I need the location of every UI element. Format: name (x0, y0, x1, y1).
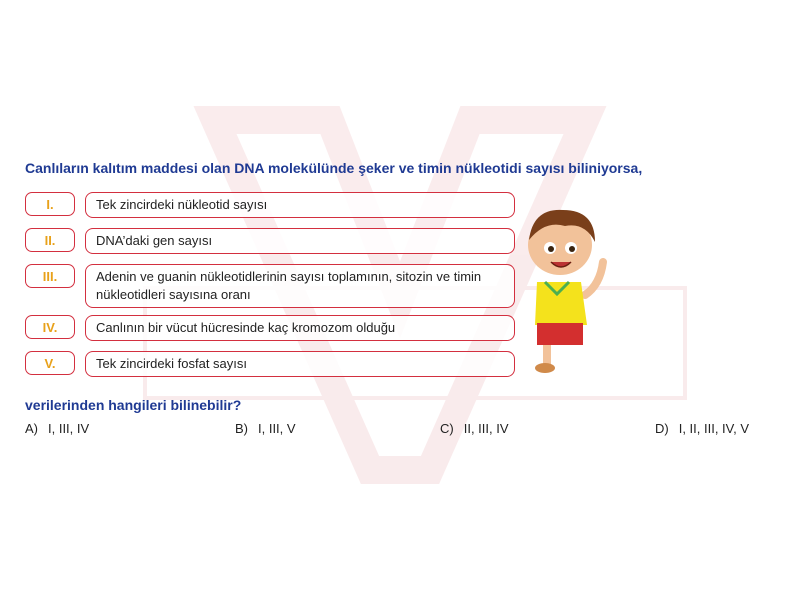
statement-text: Tek zincirdeki nükleotid sayısı (85, 192, 515, 218)
option-key: D) (655, 421, 669, 436)
option-c[interactable] (440, 421, 509, 436)
statement-text: Tek zincirdeki fosfat sayısı (85, 351, 515, 377)
option-key: B) (235, 421, 248, 436)
option-a[interactable] (25, 421, 89, 436)
statement-number: IV. (25, 315, 75, 339)
statement-text: DNA’daki gen sayısı (85, 228, 515, 254)
option-value: II, III, IV (463, 421, 509, 436)
option-b[interactable] (235, 421, 296, 436)
statement-text: Adenin ve guanin nükleotidlerinin sayısı toplamının, sitozin ve timin nükleotidleri sayısına oranı (85, 264, 515, 308)
question-stem: Canlıların kalıtım maddesi olan DNA molekülünde şeker ve timin nükleotidi sayısı biliniyorsa, (25, 160, 643, 176)
option-value: I, II, III, IV, V (678, 421, 750, 436)
option-value: I, III, IV (48, 421, 90, 436)
option-value: I, III, V (258, 421, 296, 436)
statement-number: II. (25, 228, 75, 252)
option-key: A) (25, 421, 38, 436)
statement-number: III. (25, 264, 75, 288)
statement-text: Canlının bir vücut hücresinde kaç kromozom olduğu (85, 315, 515, 341)
option-key: C) (440, 421, 454, 436)
statement-number: V. (25, 351, 75, 375)
statement-number: I. (25, 192, 75, 216)
option-d[interactable] (655, 421, 749, 436)
cartoon-boy-illustration (515, 200, 615, 380)
question-footer: verilerinden hangileri bilinebilir? (25, 397, 242, 413)
